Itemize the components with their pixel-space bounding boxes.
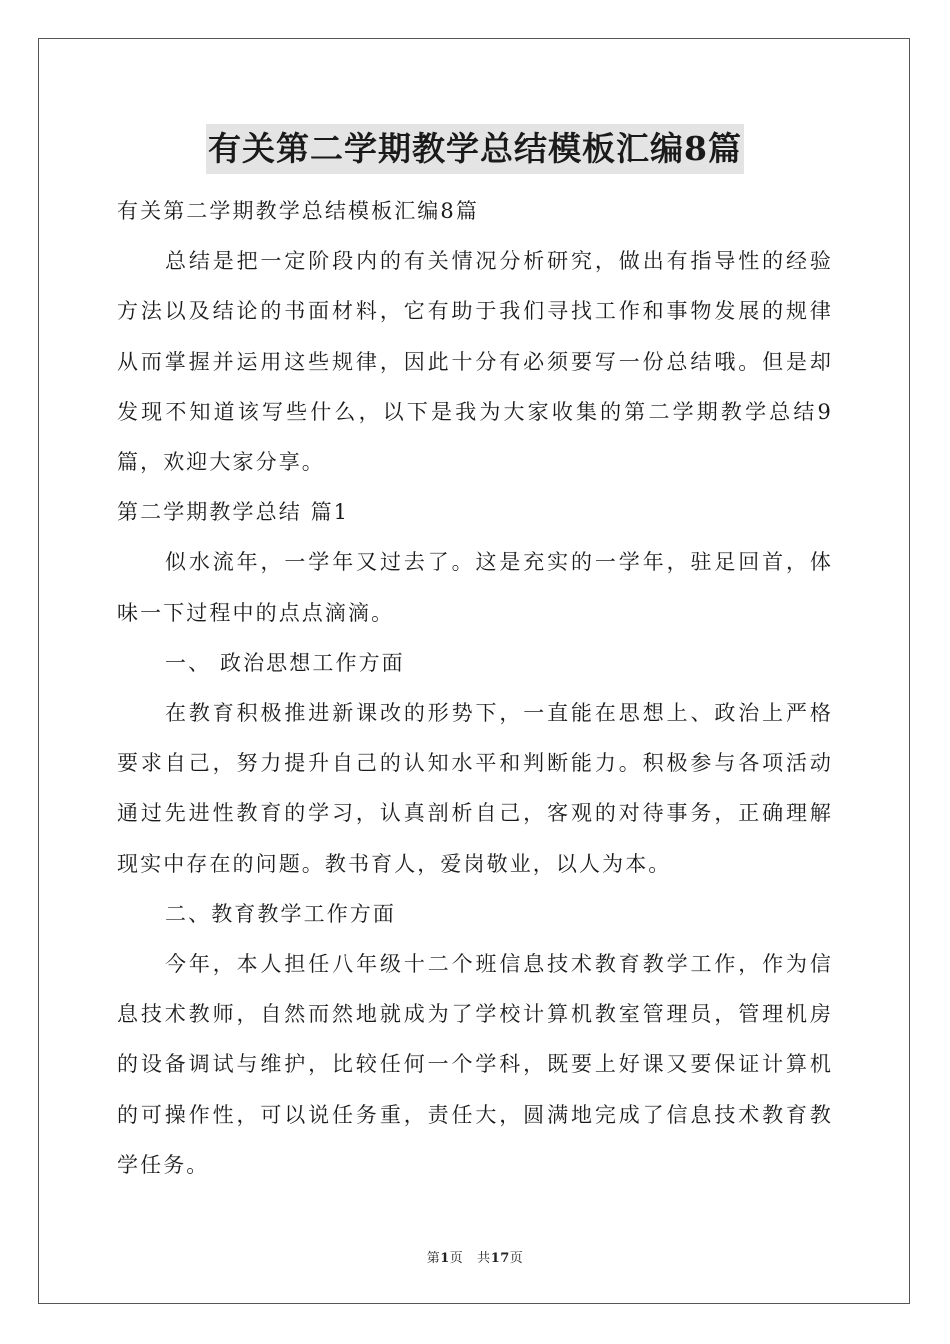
footer-page-prefix: 第: [426, 1251, 441, 1266]
paragraph: 一、 政治思想工作方面: [165, 650, 405, 675]
footer-total-suffix: 页: [509, 1251, 524, 1266]
footer-total-pages: 17: [490, 1251, 510, 1266]
footer-page-suffix: 页: [449, 1251, 464, 1266]
document-title-text: 有关第二学期教学总结模板汇编8篇: [206, 124, 744, 174]
paragraph: 第二学期教学总结 篇1: [117, 500, 350, 525]
footer-page-number: 1: [440, 1251, 450, 1266]
paragraph: 在教育积极推进新课改的形势下，一直能在思想上、政治上严格要求自己，努力提升自己的认知水平和判断能力。积极参与各项活动通过先进性教育的学习，认真剖析自己，客观的对待事务，正确理解现实中存在的问题。教书育人，爱岗敬业，以人为本。: [117, 701, 833, 876]
paragraph: 有关第二学期教学总结模板汇编8篇: [117, 199, 479, 223]
document-title: [0, 124, 950, 174]
document-body: [117, 186, 833, 1190]
paragraph: 今年，本人担任八年级十二个班信息技术教育教学工作，作为信息技术教师，自然而然地就成为了学校计算机教室管理员，管理机房的设备调试与维护，比较任何一个学科，既要上好课又要保证计算机的可操作性，可以说任务重，责任大，圆满地完成了信息技术教育教学任务。: [117, 952, 833, 1177]
page-footer: [0, 1247, 950, 1266]
paragraph: 似水流年，一学年又过去了。这是充实的一学年，驻足回首，体味一下过程中的点点滴滴。: [117, 550, 833, 625]
paragraph: 总结是把一定阶段内的有关情况分析研究，做出有指导性的经验方法以及结论的书面材料，它有助于我们寻找工作和事物发展的规律从而掌握并运用这些规律，因此十分有必须要写一份总结哦。但是却发现不知道该写些什么，以下是我为大家收集的第二学期教学总结9篇，欢迎大家分享。: [117, 249, 833, 475]
paragraph: 二、教育教学工作方面: [165, 901, 396, 926]
footer-total-prefix: 共: [477, 1251, 491, 1266]
